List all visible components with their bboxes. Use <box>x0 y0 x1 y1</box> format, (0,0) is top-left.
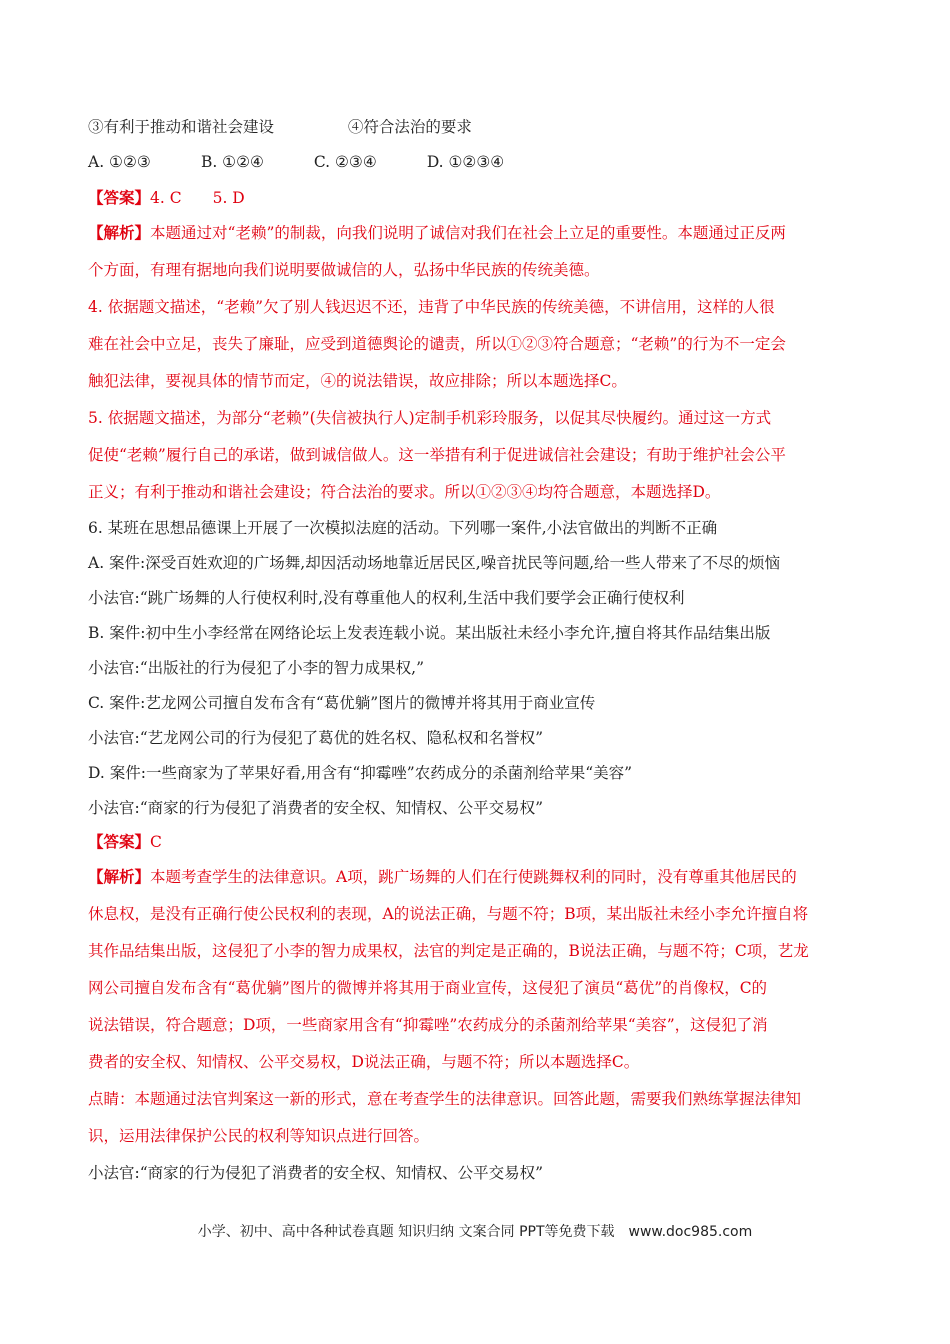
choice-d: D. ①②③④ <box>426 153 505 171</box>
answer-line-2 <box>88 831 878 853</box>
analysis-line <box>88 866 878 888</box>
analysis-line <box>88 222 878 244</box>
analysis-line: 说法错误，符合题意；D项，一些商家用含有“抑霉唑”农药成分的杀菌剂给苹果“美容”，这侵犯了消 <box>88 1016 768 1034</box>
analysis-text: 本题通过对“老赖”的制裁，向我们说明了诚信对我们在社会上立足的重要性。本题通过正反两 <box>150 224 786 242</box>
q4-explanation-line: 难在社会中立足，丧失了廉耻，应受到道德舆论的谴责，所以①②③符合题意；“老赖”的行为不一定会 <box>88 335 786 353</box>
answer-text: 4. C 5. D <box>150 189 245 207</box>
option-item-3: ③有利于推动和谐社会建设 <box>88 118 275 136</box>
tip-line: 识，运用法律保护公民的权利等知识点进行回答。 <box>88 1127 430 1145</box>
option-item-4: ④符合法治的要求 <box>347 118 472 136</box>
option-item-row <box>88 116 878 138</box>
q4-explanation-line: 4. 依据题文描述，“老赖”欠了别人钱迟迟不还，违背了中华民族的传统美德，不讲信用，这样的人很 <box>88 298 775 316</box>
analysis-line: 休息权，是没有正确行使公民权利的表现，A的说法正确，与题不符；B项，某出版社未经小李允许擅自将 <box>88 905 809 923</box>
analysis-tag: 【解析】 <box>88 223 151 242</box>
choice-a: A. ①②③ <box>88 153 151 171</box>
choice-c: C. ②③④ <box>313 153 377 171</box>
analysis-line: 网公司擅自发布含有“葛优躺”图片的微博并将其用于商业宣传，这侵犯了演员“葛优”的肖像权，C的 <box>88 979 768 997</box>
tip-line: 点睛：本题通过法官判案这一新的形式，意在考查学生的法律意识。回答此题，需要我们熟练掌握法律知 <box>88 1090 802 1108</box>
analysis-line: 个方面，有理有据地向我们说明要做诚信的人，弘扬中华民族的传统美德。 <box>88 261 600 279</box>
analysis-line: 费者的安全权、知情权、公平交易权，D说法正确，与题不符；所以本题选择C。 <box>88 1053 640 1071</box>
page-footer: 小学、初中、高中各种试卷真题 知识归纳 文案合同 PPT等免费下载 www.doc985.com <box>197 1224 753 1240</box>
answer-tag: 【答案】 <box>88 188 151 207</box>
trailing-judgment-line: 小法官:“商家的行为侵犯了消费者的安全权、知情权、公平交易权” <box>88 1164 544 1182</box>
analysis-text: 本题考查学生的法律意识。A项，跳广场舞的人们在行使跳舞权利的同时，没有尊重其他居民的 <box>150 868 797 886</box>
q6-option-b-judgment: 小法官:“出版社的行为侵犯了小李的智力成果权,” <box>88 659 424 677</box>
choice-b: B. ①②④ <box>200 153 264 171</box>
q6-option-c-judgment: 小法官:“艺龙网公司的行为侵犯了葛优的姓名权、隐私权和名誉权” <box>88 729 544 747</box>
analysis-line: 其作品结集出版，这侵犯了小李的智力成果权，法官的判定是正确的，B说法正确，与题不符；C项，艺龙 <box>88 942 809 960</box>
q6-option-a-case: A. 案件:深受百姓欢迎的广场舞,却因活动场地靠近居民区,噪音扰民等问题,给一些人带来了不尽的烦恼 <box>88 554 781 572</box>
q6-option-c-case: C. 案件:艺龙网公司擅自发布含有“葛优躺”图片的微博并将其用于商业宣传 <box>88 694 596 712</box>
answer-line-1 <box>88 187 878 209</box>
analysis-tag: 【解析】 <box>88 867 151 886</box>
question-6-stem: 6. 某班在思想品德课上开展了一次模拟法庭的活动。下列哪一案件,小法官做出的判断不正确 <box>88 519 718 537</box>
answer-tag: 【答案】 <box>88 832 151 851</box>
q6-option-b-case: B. 案件:初中生小李经常在网络论坛上发表连载小说。某出版社未经小李允许,擅自将其作品结集出版 <box>88 624 771 642</box>
choice-row <box>88 151 878 173</box>
q6-option-a-judgment: 小法官:“跳广场舞的人行使权利时,没有尊重他人的权利,生活中我们要学会正确行使权利 <box>88 589 685 607</box>
answer-text: C <box>150 833 162 851</box>
q6-option-d-judgment: 小法官:“商家的行为侵犯了消费者的安全权、知情权、公平交易权” <box>88 799 544 817</box>
q5-explanation-line: 正义；有利于推动和谐社会建设；符合法治的要求。所以①②③④均符合题意，本题选择D。 <box>88 483 721 501</box>
q5-explanation-line: 5. 依据题文描述，为部分“老赖”(失信被执行人)定制手机彩玲服务，以促其尽快履约。通过这一方式 <box>88 409 772 427</box>
q5-explanation-line: 促使“老赖”履行自己的承诺，做到诚信做人。这一举措有利于促进诚信社会建设；有助于维护社会公平 <box>88 446 786 464</box>
q4-explanation-line: 触犯法律，要视具体的情节而定，④的说法错误，故应排除；所以本题选择C。 <box>88 372 627 390</box>
q6-option-d-case: D. 案件:一些商家为了苹果好看,用含有“抑霉唑”农药成分的杀菌剂给苹果“美容” <box>88 764 633 782</box>
